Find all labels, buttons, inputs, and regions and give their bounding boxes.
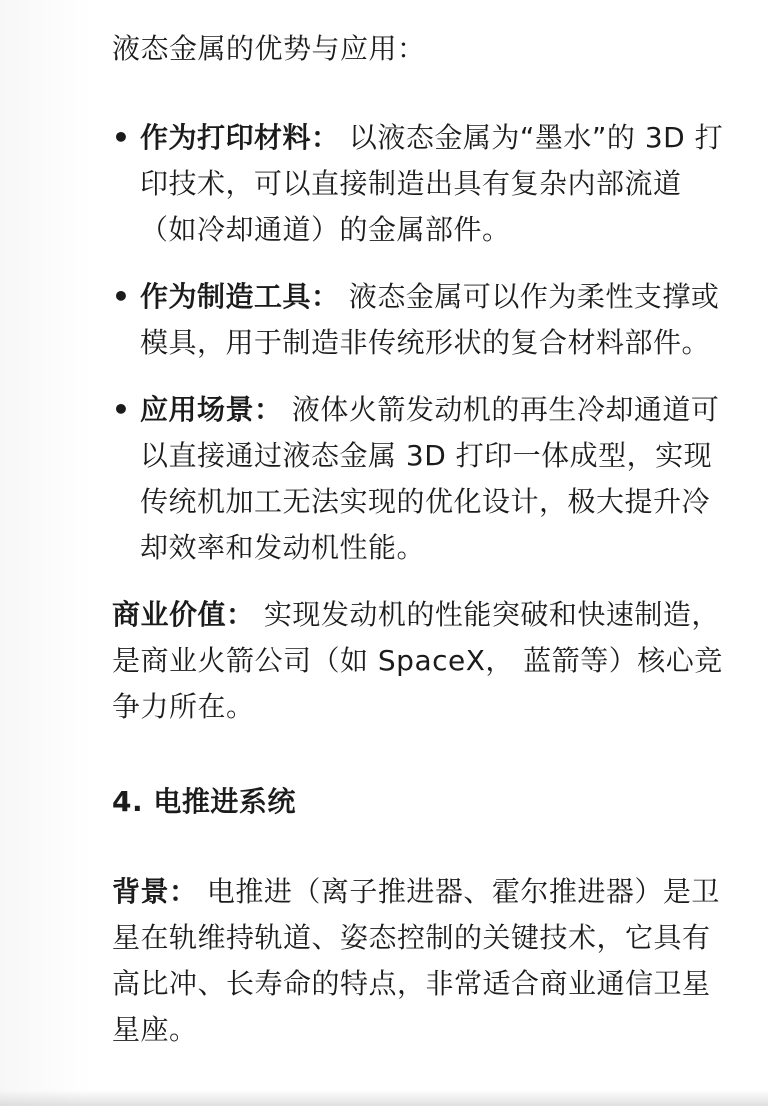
bullet-text: 液态金属可以作为柔性支撑或模具，用于制造非传统形状的复合材料部件。 xyxy=(140,280,720,359)
bullet-dot-icon: • xyxy=(112,121,131,154)
bullet-label: 应用场景： xyxy=(140,393,283,426)
commercial-value-label: 商业价值： xyxy=(112,598,255,631)
bullet-dot-icon: • xyxy=(112,393,131,426)
list-item-manufacturing-tool xyxy=(112,274,732,366)
background-paragraph xyxy=(112,869,732,1053)
bullet-text: 以液态金属为“墨水”的 3D 打印技术，可以直接制造出具有复杂内部流道（如冷却通道）的金属部件。 xyxy=(140,121,724,246)
bullet-label: 作为制造工具： xyxy=(140,280,340,313)
advantages-list xyxy=(112,115,732,571)
commercial-value-text: 实现发动机的性能突破和快速制造，是商业火箭公司（如 SpaceX， 蓝箭等）核心竞争力所在。 xyxy=(112,598,723,723)
document-content xyxy=(112,26,732,1053)
background-label: 背景： xyxy=(112,875,198,908)
liquid-metal-heading: 液态金属的优势与应用： xyxy=(112,32,426,65)
section-title-electric-propulsion: 4. 电推进系统 xyxy=(112,785,296,818)
background-text: 电推进（离子推进器、霍尔推进器）是卫星在轨维持轨道、姿态控制的关键技术，它具有高比冲、长寿命的特点，非常适合商业通信卫星星座。 xyxy=(112,875,720,1046)
list-item-application-scenario xyxy=(112,387,732,571)
bullet-dot-icon: • xyxy=(112,280,131,313)
list-item-printing-material xyxy=(112,115,732,253)
bottom-edge-shadow xyxy=(0,1090,768,1106)
bullet-text: 液体火箭发动机的再生冷却通道可以直接通过液态金属 3D 打印一体成型，实现传统机加工无法实现的优化设计，极大提升冷却效率和发动机性能。 xyxy=(140,393,720,564)
commercial-value-paragraph xyxy=(112,592,732,730)
bullet-label: 作为打印材料： xyxy=(140,121,340,154)
